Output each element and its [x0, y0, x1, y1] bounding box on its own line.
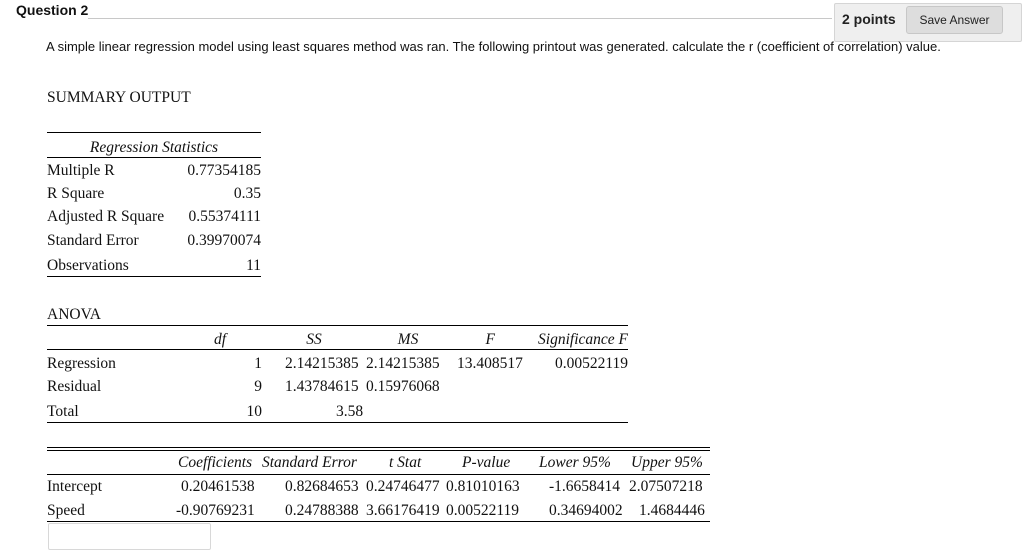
anova-ss: 1.43784615 — [285, 378, 359, 395]
coef-t-stat: 3.66176419 — [366, 502, 440, 519]
anova-heading: ANOVA — [47, 306, 101, 323]
coef-p-value: 0.81010163 — [446, 478, 520, 495]
coef-top-rule — [47, 447, 710, 451]
coef-standard-error: 0.24788388 — [285, 502, 359, 519]
anova-ss: 2.14215385 — [285, 355, 359, 372]
coef-header-standard-error: Standard Error — [262, 454, 357, 471]
coef-t-stat: 0.24746477 — [366, 478, 440, 495]
question-title: Question 2 — [16, 2, 89, 18]
coef-standard-error: 0.82684653 — [285, 478, 359, 495]
anova-ms: 0.15976068 — [366, 378, 440, 395]
anova-row-label: Residual — [47, 378, 102, 395]
anova-header-ms: MS — [397, 331, 419, 348]
regstats-bottom-rule — [47, 276, 261, 277]
anova-bottom-rule — [47, 422, 628, 423]
regstats-value: 0.55374111 — [188, 208, 261, 225]
coef-header-rule — [47, 474, 710, 475]
coef-header-upper95: Upper 95% — [631, 454, 703, 471]
regstats-value: 0.77354185 — [187, 162, 261, 179]
anova-f: 13.408517 — [457, 355, 523, 372]
anova-df: 10 — [246, 403, 262, 420]
coef-header-t-stat: t Stat — [389, 454, 422, 471]
anova-header-rule — [47, 349, 628, 350]
answer-input[interactable] — [48, 523, 211, 550]
regstats-value: 0.39970074 — [187, 232, 261, 249]
anova-df: 9 — [254, 378, 262, 395]
title-divider — [88, 18, 832, 19]
coef-header-p-value: P-value — [462, 454, 511, 471]
question-prompt: A simple linear regression model using least squares method was ran. The following printout was generated. calculate the r (coefficient of correlation) value. — [46, 39, 941, 54]
regstats-label: R Square — [47, 185, 105, 202]
coef-upper95: 1.4684446 — [639, 502, 705, 519]
anova-header-significance: Significance F — [538, 331, 628, 348]
anova-row-label: Regression — [47, 355, 116, 372]
coef-lower95: -1.6658414 — [549, 478, 621, 495]
summary-heading: SUMMARY OUTPUT — [47, 89, 191, 106]
regstats-header-rule — [47, 157, 261, 158]
regstats-header: Regression Statistics — [89, 139, 219, 156]
anova-ss: 3.58 — [336, 403, 364, 420]
points-label: 2 points — [842, 11, 896, 27]
anova-significance: 0.00522119 — [554, 355, 628, 372]
coef-bottom-rule — [47, 521, 710, 522]
coef-lower95: 0.34694002 — [549, 502, 623, 519]
save-answer-button[interactable]: Save Answer — [906, 6, 1003, 34]
regstats-value: 11 — [246, 257, 261, 274]
anova-row-label: Total — [47, 403, 79, 420]
coef-header-coefficients: Coefficients — [178, 454, 253, 471]
coef-p-value: 0.00522119 — [446, 502, 520, 519]
regstats-label: Multiple R — [47, 162, 115, 179]
coef-value: -0.90769231 — [176, 502, 255, 519]
regstats-top-rule — [47, 132, 261, 133]
anova-header-df: df — [213, 331, 226, 348]
coef-header-lower95: Lower 95% — [539, 454, 611, 471]
anova-ms: 2.14215385 — [366, 355, 440, 372]
anova-header-f: F — [485, 331, 495, 348]
anova-header-ss: SS — [306, 331, 322, 348]
regstats-label: Observations — [47, 257, 129, 274]
coef-row-label: Intercept — [47, 478, 103, 495]
regstats-value: 0.35 — [233, 185, 261, 202]
regstats-label: Adjusted R Square — [47, 208, 165, 225]
coef-upper95: 2.07507218 — [629, 478, 703, 495]
coef-row-label: Speed — [47, 502, 85, 519]
coef-value: 0.20461538 — [181, 478, 255, 495]
anova-top-rule — [47, 325, 628, 326]
regstats-label: Standard Error — [47, 232, 139, 249]
anova-df: 1 — [254, 355, 262, 372]
